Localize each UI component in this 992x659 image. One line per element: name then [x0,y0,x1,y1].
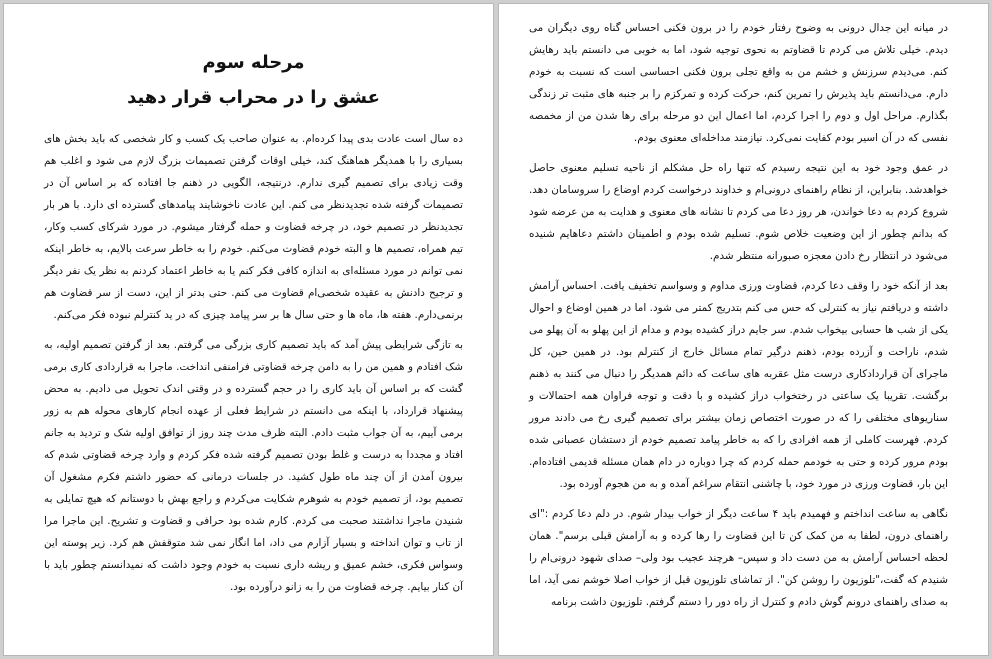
chapter-title: عشق را در محراب قرار دهید [127,87,380,108]
paragraph: به تازگی شرایطی پیش آمد که باید تصمیم کاری بزرگی می گرفتم. بعد از گرفتن تصمیم اولیه، به شک افتادم و همین من را به دامن چرخه قضاوتی فرامنفی انداخت. ماجرا به قراردادی کاری برمی گشت که بر اساس آن باید کاری را در حجم گسترده و در وقتی اندک تحویل می دادیم. به محض پیشنهاد قرارداد، با اینکه می دانستم در شرایط فعلی از عهده انجام کارهای محوله هم به زور برمی آییم، به آن جواب مثبت دادم. البته ظرف مدت چند روز از توافق اولیه شک و تردید به جانم افتاد و مجددا به درست و غلط بودن تصمیم گرفته شده فکر کردم و وارد چرخه قضاوتی شدم که بیرون آمدن از آن چند ماه طول کشید. در جلسات درمانی که حضور داشتم فکرم مشغول آن تصمیم بود، از تصمیم خودم به شوهرم شکایت می‌کردم و راجع بهش با دوستانم که هیچ تمایلی به شنیدن ماجرا نداشتند صحبت می کردم. کارم شده بود حرافی و قضاوت و تشریح. این ماجرا مرا از تاب و توان انداخته و بسیار آزارم می داد، اما انگار نمی شد متوقفش هم کرد. زیر پوسته این وسواس فکری، خشم عمیق و ریشه داری نسبت به خودم وجود داشت که نمیدانستم چطور باید با آن کنار بیایم. چرخه قضاوت من را به زانو درآورده بود. [44,339,463,593]
paragraph: بعد از آنکه خود را وقف دعا کردم، قضاوت ورزی مداوم و وسواسم تخفیف یافت. احساس آرامش داشته و دریافتم نیاز به کنترلی که حس می کنم بتدریج کمتر می شود. اما در همین اوضاع و احوال یکی از شب ها حسابی بیخواب شدم. سر جایم دراز کشیده بودم و مدام از این پهلو به آن پهلو می شدم، ناراحت و آزرده بودم، ذهنم درگیر تمام مسائل خارج از کنترلم بود. در همین حین، کل ماجرای آن قراردادکاری درست مثل عقربه های ساعت که دائم همدیگر را دنبال می کنند به ذهنم برگشت. تقریبا یک ساعتی در رختخواب دراز کشیده و با دقت و توجه فراوان همه احتمالات و سناریوهای مختلفی را که در صورت اختصاص زمان بیشتر برای تصمیم گیری رخ می دادند مرور کردم. فهرست کاملی از همه افرادی را که به خاطر پیامد تصمیم خودم از دستشان عصبانی شده بودم مرور کرده و حتی به خودمم حمله کردم که چرا دوباره در دام همان مسئله قدیمی افتاده‌ام. این بار، قضاوت ورزی در مورد خود، با چاشنی انتقام سراغم آمده و به من هجوم آورده بود. [529,280,948,490]
paragraph: در میانه این جدال درونی به وضوح رفتار خودم را در برون فکنی احساس گناه روی دیگران می دیدم. خیلی تلاش می کردم تا قضاوتم به نحوی توجیه شود، اما به خوبی می دانستم باید رهایش کنم. می‌دیدم سرزنش و خشم من به واقع تجلی برون فکنی احساسی است که نسبت به خودم دارم. می‌دانستم باید پذیرش را تمرین کنم، حرکت کرده و تمرکزم را بر جنبه های مثبت تر زندگی بگذارم. مراحل اول و دوم را اجرا کردم، اما اعمال این دو مرحله برای رها شدن من از مخمصه نفسی که در آن اسیر بودم کفایت نمی‌کرد. نیازمند مداخله‌ای معنوی بودم. [529,22,948,144]
paragraph: ده سال است عادت بدی پیدا کرده‌ام. به عنوان صاحب یک کسب و کار شخصی که باید بخش های بسیاری را با همدیگر هماهنگ کند، خیلی اوقات گرفتن تصمیمات بزرگ لازم می شود و اغلب هم وقت زیادی برای تصمیم گیری ندارم. درنتیجه، الگویی در ذهنم جا افتاده که بر اساس آن در تصمیمات گرفته شده تجدیدنظر می کنم. این عادت ناخوشایند پیامدهای گسترده ای دارد. با هر بار تجدیدنظر در تصمیم خود، در چرخه قضاوت و حمله گرفتار میشوم. در مورد شرکای کسب وکار، تیم همراه، تصمیم ها و البته خودم قضاوت می‌کنم. خودم را به خاطر سرعت بالایم، به خاطر اینکه نمی توانم در مورد مسئله‌ای به اندازه کافی فکر کنم یا به خاطر اعتماد کردنم به نظر یک نفر دیگر و ترجیح دادنش به عقیده شخصی‌ام قضاوت می کنم. حتی بدتر از این، دست از سر قضاوت هم برنمی‌دارم. هفته ها، ماه ها و حتی سال ها بر سر پیامد چیزی که در ید کنترلم نبوده فکر می‌کنم. [44,133,463,321]
paragraph: در عمق وجود خود به این نتیجه رسیدم که تنها راه حل مشکلم از ناحیه تسلیم معنوی حاصل خواهدشد. بنابراین، از نظام راهنمای درونی‌ام و خداوند درخواست کردم اوضاع را سروسامان دهد. شروع کردم به دعا خواندن، هر روز دعا می کردم تا نشانه های معنوی و هدایت به من عرضه شود که بدانم چطور از این وضعیت خلاص شوم. تسلیم شده بودم و اطمینان داشتم دعاهایم شنیده می‌شود در انتظار رخ دادن معجزه صبورانه منتظر شدم. [529,162,948,262]
paragraph: نگاهی به ساعت انداختم و فهمیدم باید ۴ ساعت دیگر از خواب بیدار شوم. در دلم دعا کردم :"ای راهنمای درون، لطفا به من کمک کن تا این قضاوت را رها کرده و به آرامش قبلی برسم". همان لحظه احساس آرامش به من دست داد و سپس– هرچند عجیب بود ولی– صدای شهود درونی‌ام را شنیدم که گفت،"تلوزیون را روشن کن". از تماشای تلوزیون قبل از خواب اصلا خوشم نمی آید، اما به صدای راهنمای درونم گوش دادم و کنترل از راه دور را دستم گرفتم. تلوزیون داشت برنامه [529,508,948,608]
right-page [498,3,989,656]
chapter-label: مرحله سوم [202,52,305,73]
chapter-heading [44,46,463,116]
left-page [3,3,494,656]
